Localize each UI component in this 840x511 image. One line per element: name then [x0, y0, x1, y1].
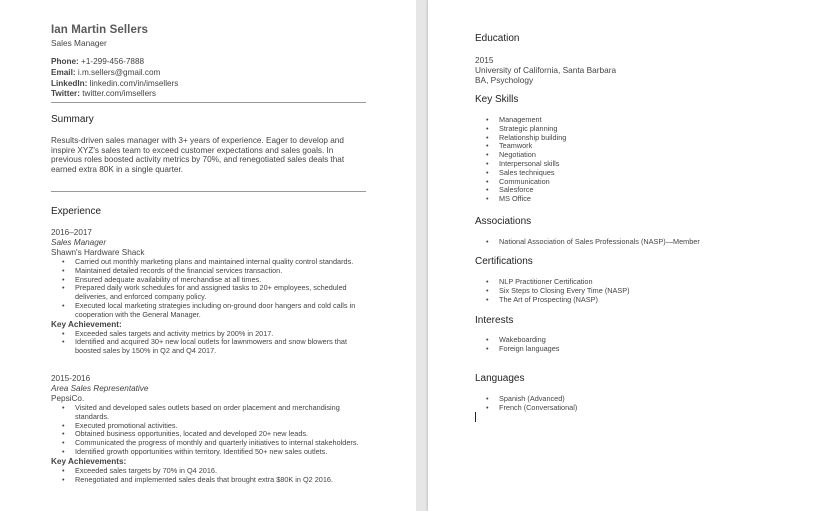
list-item: • Executed local marketing strategies including on-ground door hangers and cold calls in cooperation with the General Manager.	[75, 302, 371, 320]
divider	[51, 102, 366, 103]
skills-list	[475, 116, 815, 204]
interests-list	[475, 336, 815, 354]
experience-heading: Experience	[51, 206, 102, 217]
text-cursor	[475, 412, 476, 422]
list-item: • Negotiation	[499, 151, 815, 160]
associations-heading: Associations	[475, 216, 532, 227]
list-item: • Salesforce	[499, 186, 815, 195]
languages-heading: Languages	[475, 373, 525, 384]
list-item: • Sales techniques	[499, 169, 815, 178]
list-item: • Maintained detailed records of the financial services transaction.	[75, 267, 371, 276]
list-item: • Ensured adequate availability of merchandise at all times.	[75, 276, 371, 285]
list-item: • Communication	[499, 178, 815, 187]
skills-heading: Key Skills	[475, 94, 519, 105]
interests-section	[475, 336, 815, 354]
job-entry	[51, 374, 371, 484]
certifications-section	[475, 278, 815, 304]
list-item: • Teamwork	[499, 142, 815, 151]
contact-email: Email: i.m.sellers@gmail.com	[51, 67, 161, 77]
job-duties-list	[51, 404, 371, 457]
list-item: • Management	[499, 116, 815, 125]
list-item: • Interpersonal skills	[499, 160, 815, 169]
list-item: • Spanish (Advanced)	[499, 395, 815, 404]
job-company: PepsiCo.	[51, 394, 85, 403]
education-school: University of California, Santa Barbara	[475, 65, 617, 75]
list-item: • Obtained business opportunities, located and developed 20+ new leads.	[75, 430, 371, 439]
achievements-list	[51, 467, 371, 485]
document-page-left[interactable]	[0, 0, 416, 511]
education-heading: Education	[475, 33, 520, 44]
page-gutter	[416, 0, 428, 511]
associations-list	[475, 238, 815, 247]
key-achievements-label: Key Achievements:	[51, 456, 127, 466]
list-item: • Renegotiated and implemented sales deals that brought extra $80K in Q2 2016.	[75, 476, 371, 485]
associations-section	[475, 238, 815, 247]
summary-text: Results-driven sales manager with 3+ years of experience. Eager to develop and inspire XYZ's sales team to exceed customer expectations and sales goals. In previous roles boosted activity metrics by 70%, and renegotiated sales deals that earned extra 80K in a single quarter.	[51, 136, 345, 174]
job-duties-list	[51, 258, 371, 320]
job-dates: 2016–2017	[51, 228, 92, 237]
list-item: • Identified growth opportunities within territory. Identified 50+ new sales outlets.	[75, 448, 371, 457]
list-item: • Wakeboarding	[499, 336, 815, 345]
list-item: • Exceeded sales targets and activity metrics by 200% in 2017.	[75, 330, 371, 339]
list-item: • Identified and acquired 30+ new local outlets for lawnmowers and snow blowers that boosted sales by 150% in Q2 and Q4 2017.	[75, 338, 371, 356]
list-item: • Foreign languages	[499, 345, 815, 354]
education-year: 2015	[475, 55, 494, 65]
contact-phone: Phone: +1-299-456-7888	[51, 57, 145, 66]
languages-list	[475, 395, 815, 413]
contact-block	[51, 57, 178, 100]
contact-twitter: Twitter: twitter.com/imsellers	[51, 89, 156, 99]
skills-section	[475, 116, 815, 204]
list-item: • Relationship building	[499, 134, 815, 143]
list-item: • Executed promotional activities.	[75, 422, 371, 431]
summary-heading: Summary	[51, 114, 94, 125]
job-entry	[51, 228, 371, 356]
languages-section	[475, 395, 815, 413]
job-company: Shawn's Hardware Shack	[51, 248, 145, 257]
list-item: • Exceeded sales targets by 70% in Q4 2016.	[75, 467, 371, 476]
contact-linkedin: LinkedIn: linkedin.com/in/imsellers	[51, 78, 179, 88]
education-degree: BA, Psychology	[475, 75, 534, 85]
certifications-list	[475, 278, 815, 304]
job-role: Area Sales Representative	[51, 384, 149, 393]
list-item: • French (Conversational)	[499, 404, 815, 413]
interests-heading: Interests	[475, 315, 514, 326]
resume-job-title: Sales Manager	[51, 38, 107, 48]
list-item: • Visited and developed sales outlets based on order placement and merchandising standards.	[75, 404, 371, 422]
list-item: • Six Steps to Closing Every Time (NASP)	[499, 287, 815, 296]
divider	[51, 191, 366, 192]
list-item: • Strategic planning	[499, 125, 815, 134]
job-role: Sales Manager	[51, 238, 107, 247]
education-block	[475, 55, 616, 85]
resume-name: Ian Martin Sellers	[51, 24, 149, 36]
key-achievement-label: Key Achievement:	[51, 319, 122, 329]
list-item: • NLP Practitioner Certification	[499, 278, 815, 287]
job-dates: 2015-2016	[51, 374, 91, 383]
list-item: • MS Office	[499, 195, 815, 204]
list-item: • National Association of Sales Professionals (NASP)—Member	[499, 238, 815, 247]
list-item: • Prepared daily work schedules for and assigned tasks to 20+ employees, scheduled deliveries, and enforced company policy.	[75, 284, 371, 302]
list-item: • The Art of Prospecting (NASP)	[499, 296, 815, 305]
list-item: • Communicated the progress of monthly and quarterly initiatives to internal stakeholders.	[75, 439, 371, 448]
list-item: • Carried out monthly marketing plans and maintained internal quality control standards.	[75, 258, 371, 267]
certifications-heading: Certifications	[475, 256, 533, 267]
achievements-list	[51, 330, 371, 356]
